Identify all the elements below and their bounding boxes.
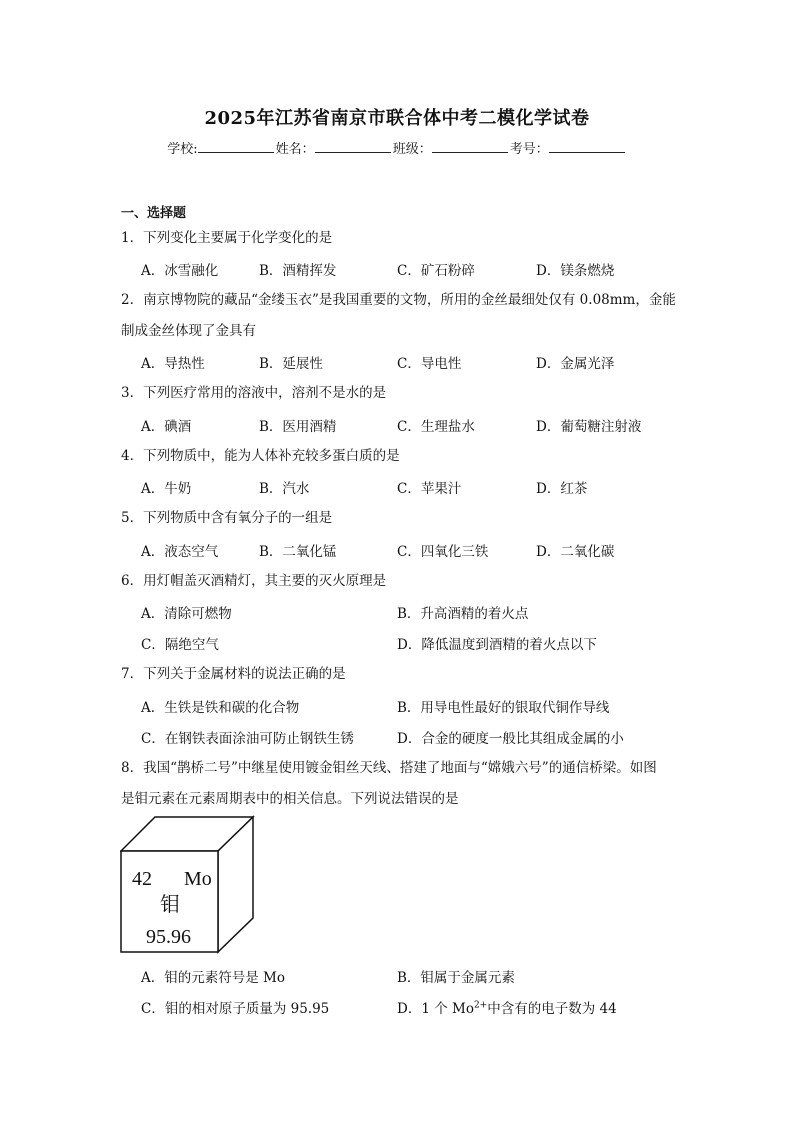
class-label: 班级： <box>392 142 432 157</box>
q7-option-a: A．生铁是铁和碳的化合物 <box>141 700 300 716</box>
question-8-stem-line2: 是钼元素在元素周期表中的相关信息。下列说法错误的是 <box>121 791 459 807</box>
name-blank <box>315 140 391 153</box>
question-5-stem: 5．下列物质中含有氧分子的一组是 <box>121 510 333 526</box>
q6-option-a: A．清除可燃物 <box>141 606 232 622</box>
q8-option-d <box>397 997 617 1017</box>
q7-option-b: B．用导电性最好的银取代铜作导线 <box>397 700 610 716</box>
exam-no-label: 考号： <box>509 142 549 157</box>
school-label: 学校: <box>167 142 198 157</box>
q3-option-c: C．生理盐水 <box>397 419 475 435</box>
q5-option-b: B．二氧化锰 <box>259 544 337 560</box>
q1-option-a: A．冰雪融化 <box>141 263 219 279</box>
exam-title: 2025年江苏省南京市联合体中考二模化学试卷 <box>204 108 590 129</box>
element-atomic-mass: 95.96 <box>146 926 191 948</box>
q8-option-d-charge: 2+ <box>473 1000 488 1011</box>
q8-option-b: B．钼属于金属元素 <box>397 970 515 986</box>
q6-option-d: D．降低温度到酒精的着火点以下 <box>397 637 597 653</box>
q2-option-c: C．导电性 <box>397 356 462 372</box>
q2-option-a: A．导热性 <box>141 356 205 372</box>
element-chinese-name: 钼 <box>160 892 180 916</box>
q3-option-b: B．医用酒精 <box>259 419 337 435</box>
name-label: 姓名： <box>275 142 315 157</box>
question-2-stem-line1: 2．南京博物院的藏品“金缕玉衣”是我国重要的文物，所用的金丝最细处仅有 0.08mm，金能 <box>121 292 676 308</box>
class-blank <box>432 140 508 153</box>
q7-option-d: D．合金的硬度一般比其组成金属的小 <box>397 731 624 747</box>
question-3-stem: 3．下列医疗常用的溶液中，溶剂不是水的是 <box>121 385 387 401</box>
q4-option-b: B．汽水 <box>259 481 310 497</box>
question-1-stem: 1．下列变化主要属于化学变化的是 <box>121 230 333 246</box>
molybdenum-element-cube <box>120 815 255 955</box>
q8-option-d-prefix: D．1 个 Mo <box>397 1001 474 1017</box>
q1-option-c: C．矿石粉碎 <box>397 263 475 279</box>
q8-option-a: A．钼的元素符号是 Mo <box>141 970 285 986</box>
element-symbol: Mo <box>184 868 212 890</box>
q3-option-d: D．葡萄糖注射液 <box>536 419 642 435</box>
q5-option-a: A．液态空气 <box>141 544 219 560</box>
question-8-stem-line1: 8．我国“鹊桥二号”中继星使用镀金钼丝天线、搭建了地面与“嫦娥六号”的通信桥梁。如图 <box>121 760 657 776</box>
q6-option-b: B．升高酒精的着火点 <box>397 606 529 622</box>
element-atomic-number: 42 <box>132 868 152 890</box>
q1-option-d: D．镁条燃烧 <box>536 263 615 279</box>
q8-option-c: C．钼的相对原子质量为 95.95 <box>141 1001 330 1017</box>
q5-option-c: C．四氧化三铁 <box>397 544 489 560</box>
q1-option-b: B．酒精挥发 <box>259 263 337 279</box>
question-4-stem: 4．下列物质中，能为人体补充较多蛋白质的是 <box>121 448 400 464</box>
q5-option-d: D．二氧化碳 <box>536 544 615 560</box>
question-2-stem-line2: 制成金丝体现了金具有 <box>121 323 256 339</box>
school-blank <box>198 140 274 153</box>
section-heading: 一、选择题 <box>121 206 187 221</box>
q4-option-c: C．苹果汁 <box>397 481 462 497</box>
q3-option-a: A．碘酒 <box>141 419 192 435</box>
q2-option-b: B．延展性 <box>259 356 323 372</box>
student-info-line <box>0 138 794 157</box>
exam-no-blank <box>549 140 625 153</box>
question-7-stem: 7．下列关于金属材料的说法正确的是 <box>121 666 346 682</box>
question-6-stem: 6．用灯帽盖灭酒精灯，其主要的灭火原理是 <box>121 573 387 589</box>
q2-option-d: D．金属光泽 <box>536 356 615 372</box>
q4-option-a: A．牛奶 <box>141 481 192 497</box>
q7-option-c: C．在钢铁表面涂油可防止钢铁生锈 <box>141 731 354 747</box>
q4-option-d: D．红茶 <box>536 481 588 497</box>
q8-option-d-suffix: 中含有的电子数为 44 <box>487 1001 617 1017</box>
q6-option-c: C．隔绝空气 <box>141 637 219 653</box>
